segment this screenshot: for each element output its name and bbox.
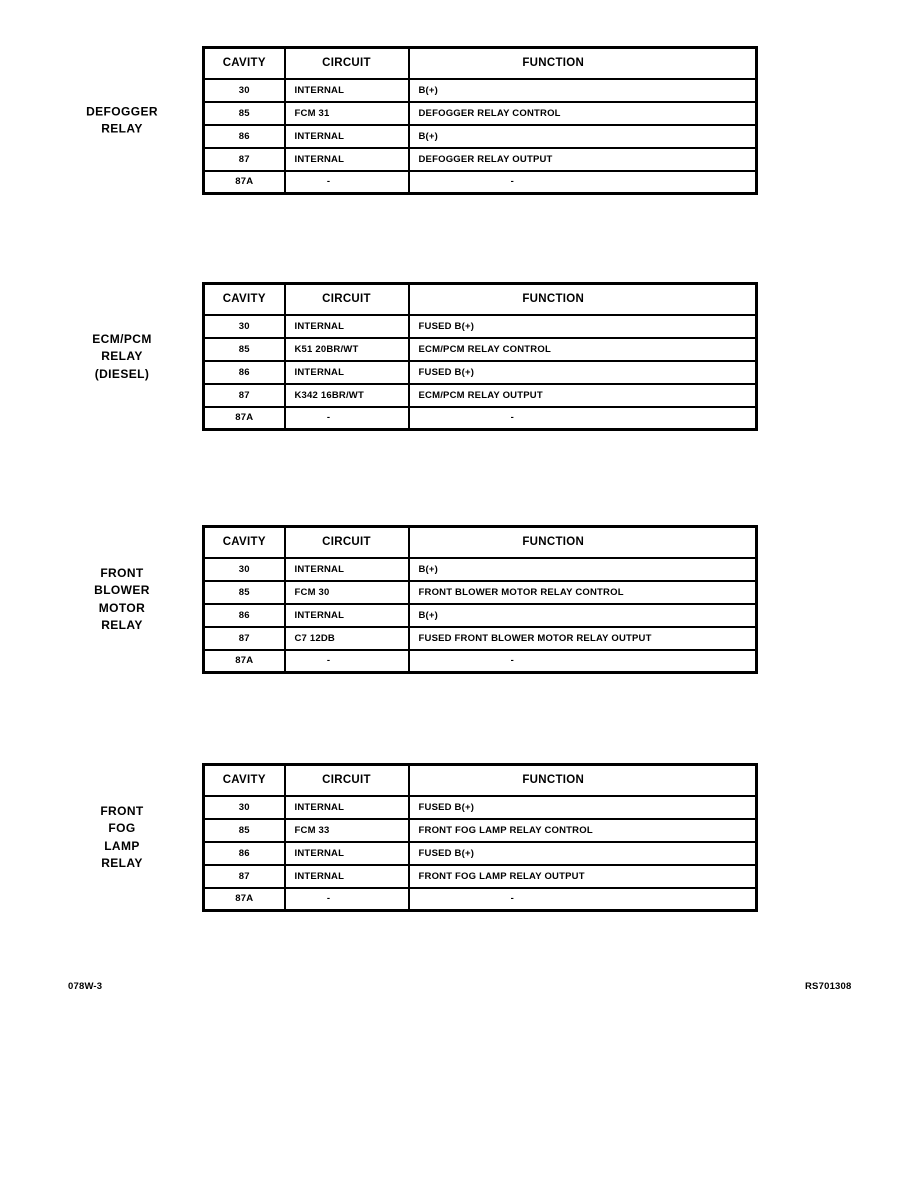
relay-name-label [42,565,202,635]
function-cell: B(+) [409,604,757,627]
table-row [204,102,757,125]
function-cell: FRONT FOG LAMP RELAY CONTROL [409,819,757,842]
circuit-cell: INTERNAL [285,558,409,581]
function-cell: FUSED B(+) [409,842,757,865]
relay-pinout-table [202,282,758,431]
relay-name-line: DEFOGGER [86,104,158,118]
function-cell: - [409,888,757,911]
function-cell: B(+) [409,125,757,148]
relay-table-section [0,282,918,431]
relay-name-label [42,103,202,138]
table-body [204,79,757,194]
table-header [204,48,757,79]
cavity-cell: 87 [204,148,285,171]
relay-name-line: MOTOR [98,600,146,615]
column-header-cavity: CAVITY [204,284,285,315]
relay-name-line: ECM/PCM [92,331,152,346]
function-cell: ECM/PCM RELAY CONTROL [409,338,757,361]
header-row [204,48,757,79]
function-cell: - [409,650,757,673]
column-header-function: FUNCTION [409,284,757,315]
relay-pinout-table [202,46,758,195]
relay-pinout-table [202,763,758,912]
cavity-cell: 86 [204,361,285,384]
table-row [204,581,757,604]
table-row [204,558,757,581]
table-header [204,527,757,558]
cavity-cell: 87A [204,171,285,194]
drawing-reference-code: RS701308 [805,981,852,992]
function-cell: DEFOGGER RELAY OUTPUT [409,148,757,171]
column-header-cavity: CAVITY [204,527,285,558]
cavity-cell: 30 [204,796,285,819]
circuit-cell: INTERNAL [285,796,409,819]
column-header-function: FUNCTION [409,527,757,558]
column-header-function: FUNCTION [409,48,757,79]
table-row [204,125,757,148]
table-header [204,284,757,315]
function-cell: ECM/PCM RELAY OUTPUT [409,384,757,407]
cavity-cell: 85 [204,819,285,842]
page-code: 078W-3 [68,981,103,992]
table-row [204,604,757,627]
circuit-cell: FCM 30 [285,581,409,604]
cavity-cell: 85 [204,102,285,125]
relay-name-line: RELAY [101,618,143,632]
relay-pinout-table [202,525,758,674]
cavity-cell: 30 [204,315,285,338]
relay-name-line: FRONT [100,565,144,580]
circuit-cell: - [285,171,409,194]
circuit-cell: INTERNAL [285,842,409,865]
table-row [204,865,757,888]
circuit-cell: K342 16BR/WT [285,384,409,407]
circuit-cell: FCM 31 [285,102,409,125]
relay-name-line: LAMP [104,838,140,853]
table-row [204,796,757,819]
table-row [204,361,757,384]
cavity-cell: 86 [204,125,285,148]
relay-table-section [0,46,918,195]
function-cell: FUSED B(+) [409,315,757,338]
function-cell: B(+) [409,558,757,581]
relay-name-line: RELAY [101,856,143,870]
header-row [204,284,757,315]
relay-table-section [0,525,918,674]
cavity-cell: 30 [204,558,285,581]
column-header-function: FUNCTION [409,765,757,796]
table-row [204,819,757,842]
table-body [204,558,757,673]
table-row [204,148,757,171]
function-cell: FRONT BLOWER MOTOR RELAY CONTROL [409,581,757,604]
circuit-cell: C7 12DB [285,627,409,650]
table-row [204,407,757,430]
cavity-cell: 87A [204,407,285,430]
column-header-circuit: CIRCUIT [285,527,409,558]
relay-name-label [42,330,202,383]
relay-name-line: FOG [108,821,136,835]
circuit-cell: INTERNAL [285,315,409,338]
function-cell: - [409,407,757,430]
relay-name-line: RELAY [101,121,143,136]
cavity-cell: 85 [204,338,285,361]
table-row [204,79,757,102]
column-header-cavity: CAVITY [204,765,285,796]
column-header-circuit: CIRCUIT [285,765,409,796]
table-body [204,796,757,911]
function-cell: FUSED B(+) [409,796,757,819]
table-header [204,765,757,796]
cavity-cell: 87 [204,865,285,888]
circuit-cell: - [285,888,409,911]
relay-name-line: FRONT [100,803,144,818]
table-row [204,627,757,650]
table-row [204,338,757,361]
relay-name-line: BLOWER [94,583,150,597]
circuit-cell: - [285,650,409,673]
relay-name-line: (DIESEL) [94,366,150,381]
table-row [204,315,757,338]
circuit-cell: FCM 33 [285,819,409,842]
cavity-cell: 87A [204,650,285,673]
circuit-cell: INTERNAL [285,361,409,384]
table-row [204,842,757,865]
table-row [204,384,757,407]
function-cell: FRONT FOG LAMP RELAY OUTPUT [409,865,757,888]
cavity-cell: 86 [204,842,285,865]
function-cell: DEFOGGER RELAY CONTROL [409,102,757,125]
circuit-cell: INTERNAL [285,79,409,102]
function-cell: FUSED FRONT BLOWER MOTOR RELAY OUTPUT [409,627,757,650]
circuit-cell: INTERNAL [285,125,409,148]
header-row [204,527,757,558]
circuit-cell: INTERNAL [285,148,409,171]
table-row [204,888,757,911]
cavity-cell: 87 [204,627,285,650]
cavity-cell: 87A [204,888,285,911]
column-header-circuit: CIRCUIT [285,48,409,79]
table-row [204,650,757,673]
cavity-cell: 87 [204,384,285,407]
function-cell: B(+) [409,79,757,102]
circuit-cell: INTERNAL [285,604,409,627]
table-row [204,171,757,194]
function-cell: - [409,171,757,194]
relay-name-line: RELAY [101,348,143,363]
header-row [204,765,757,796]
circuit-cell: - [285,407,409,430]
relay-table-section [0,763,918,912]
table-body [204,315,757,430]
function-cell: FUSED B(+) [409,361,757,384]
cavity-cell: 30 [204,79,285,102]
relay-name-label [42,803,202,873]
circuit-cell: K51 20BR/WT [285,338,409,361]
column-header-circuit: CIRCUIT [285,284,409,315]
column-header-cavity: CAVITY [204,48,285,79]
cavity-cell: 86 [204,604,285,627]
circuit-cell: INTERNAL [285,865,409,888]
cavity-cell: 85 [204,581,285,604]
